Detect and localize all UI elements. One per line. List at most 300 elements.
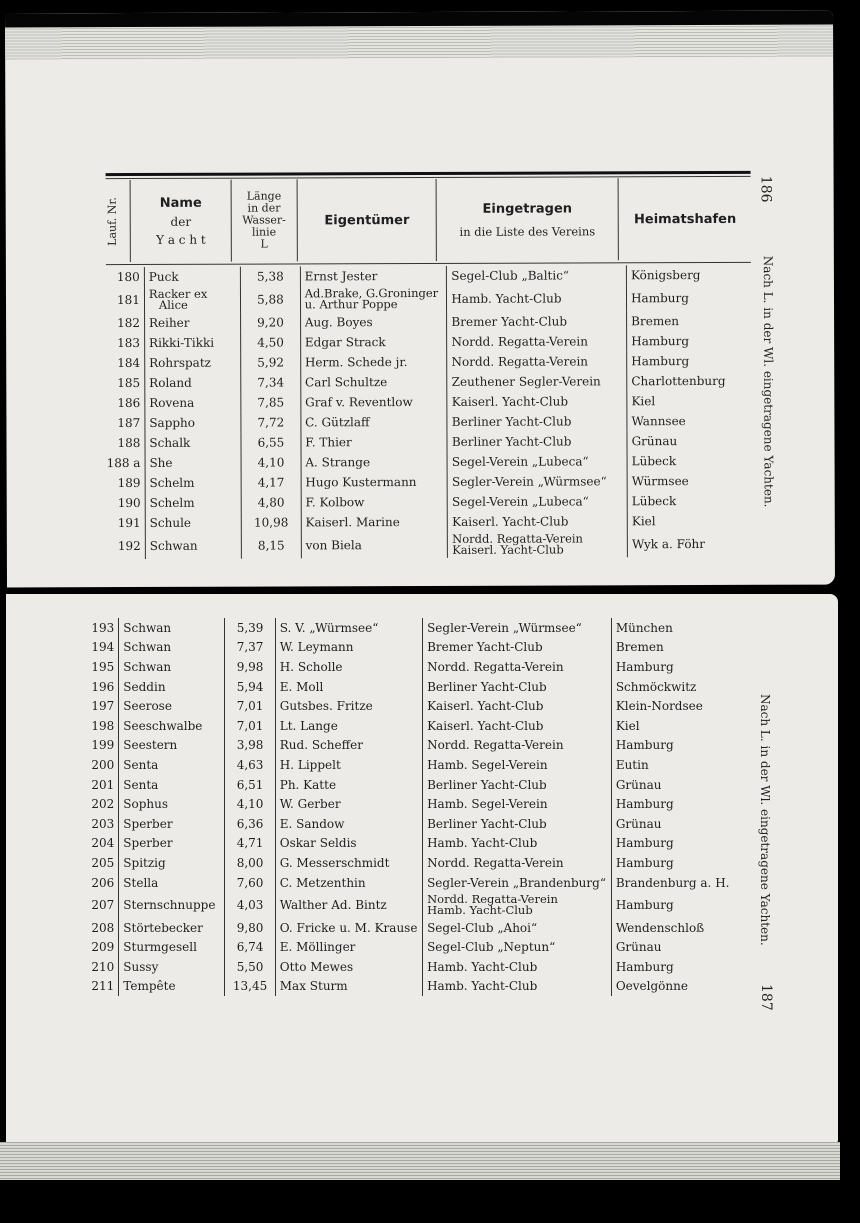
yacht-name-cell bbox=[119, 938, 225, 958]
yacht-name-cell bbox=[145, 373, 241, 393]
yacht-name-cell bbox=[119, 873, 225, 893]
waterline-length-cell bbox=[225, 618, 275, 638]
club: Hamb. Yacht-Club bbox=[451, 291, 562, 306]
owner-cell bbox=[301, 452, 448, 473]
waterline-length: 3,98 bbox=[236, 738, 264, 753]
home-port-cell bbox=[627, 511, 752, 531]
club: Nordd. Regatta-Verein bbox=[451, 334, 588, 349]
club: Berliner Yacht-Club bbox=[427, 816, 547, 831]
waterline-length: 6,55 bbox=[257, 435, 285, 450]
owner: Edgar Strack bbox=[304, 335, 386, 350]
yacht-name: Reiher bbox=[148, 315, 190, 330]
club: Zeuthener Segler-Verein bbox=[451, 374, 601, 389]
yacht-name: Sperber bbox=[123, 816, 173, 831]
owner-cell bbox=[275, 638, 422, 658]
waterline-length-cell bbox=[225, 938, 275, 958]
row-number: 205 bbox=[91, 855, 115, 870]
club: Bremer Yacht-Club bbox=[427, 640, 543, 655]
header-owner-text: Eigentümer bbox=[324, 212, 410, 228]
waterline-length-cell bbox=[225, 775, 275, 795]
yacht-name: Seddin bbox=[123, 679, 166, 694]
waterline-length: 5,94 bbox=[236, 679, 264, 694]
yacht-name-cell bbox=[119, 657, 225, 677]
owner: W. Leymann bbox=[279, 640, 354, 655]
home-port: Hamburg bbox=[615, 836, 674, 851]
header-length bbox=[231, 179, 297, 261]
yacht-name-cell bbox=[119, 696, 225, 716]
row-number: 202 bbox=[91, 797, 115, 812]
row-number: 181 bbox=[116, 292, 140, 308]
home-port: Hamburg bbox=[615, 659, 674, 674]
home-port-cell bbox=[611, 853, 738, 873]
waterline-length-cell bbox=[225, 794, 275, 814]
waterline-length-cell bbox=[225, 696, 275, 716]
waterline-length: 5,39 bbox=[236, 620, 264, 635]
header-length-line2: in der bbox=[247, 201, 281, 215]
page-number: 187 bbox=[758, 984, 774, 1011]
row-number: 193 bbox=[91, 620, 115, 635]
home-port: Hamburg bbox=[631, 354, 690, 369]
row-number-cell bbox=[86, 853, 119, 873]
club-cell bbox=[447, 351, 627, 372]
row-number-cell bbox=[86, 618, 119, 638]
header-name-line2: der bbox=[170, 214, 192, 229]
owner: Ernst Jester bbox=[304, 269, 378, 284]
row-number-cell bbox=[86, 814, 119, 834]
row-number: 187 bbox=[117, 415, 141, 431]
owner-cell bbox=[301, 392, 448, 413]
waterline-length: 4,10 bbox=[236, 797, 264, 812]
waterline-length-cell bbox=[225, 638, 275, 658]
club: Segel-Club „Neptun“ bbox=[427, 940, 556, 955]
row-number: 211 bbox=[91, 979, 115, 994]
owner-cell bbox=[300, 352, 447, 373]
table-row bbox=[86, 638, 738, 658]
owner-cell bbox=[300, 312, 447, 333]
waterline-length: 8,00 bbox=[236, 855, 264, 870]
yacht-name: Rovena bbox=[149, 395, 195, 410]
home-port: Lübeck bbox=[631, 454, 677, 469]
club: Berliner Yacht-Club bbox=[427, 777, 547, 792]
row-number-cell bbox=[86, 638, 119, 658]
owner-cell bbox=[275, 696, 422, 716]
row-number-cell bbox=[102, 313, 144, 333]
club: Hamb. Yacht-Club bbox=[427, 836, 538, 851]
yacht-name: Roland bbox=[149, 375, 192, 390]
home-port: Königsberg bbox=[630, 268, 701, 283]
waterline-length: 9,20 bbox=[257, 315, 284, 330]
row-number-cell bbox=[103, 513, 145, 533]
yacht-name-cell bbox=[119, 775, 225, 795]
home-port-cell bbox=[611, 938, 738, 958]
yacht-name-cell bbox=[119, 977, 225, 997]
row-number-cell bbox=[86, 736, 119, 756]
yacht-name: Störtebecker bbox=[123, 920, 203, 935]
yacht-name-cell bbox=[119, 638, 225, 658]
table-row bbox=[86, 977, 738, 997]
owner-cell bbox=[275, 814, 422, 834]
table-row bbox=[102, 331, 752, 353]
owner: A. Strange bbox=[305, 455, 371, 470]
row-number: 208 bbox=[91, 920, 115, 935]
home-port: Bremen bbox=[615, 640, 664, 655]
club-cell bbox=[423, 638, 612, 658]
waterline-length: 7,72 bbox=[257, 415, 285, 430]
owner: F. Kolbow bbox=[305, 495, 365, 510]
table-row bbox=[86, 814, 738, 834]
owner-cell bbox=[275, 618, 422, 638]
header-home-port bbox=[618, 178, 752, 260]
row-number-cell bbox=[86, 918, 119, 938]
home-port-cell bbox=[611, 696, 738, 716]
club: Segel-Club „Baltic“ bbox=[451, 268, 570, 283]
yacht-name: Schelm bbox=[149, 475, 195, 490]
yacht-name-cell bbox=[145, 413, 241, 433]
waterline-length: 7,37 bbox=[236, 640, 264, 655]
owner-cell bbox=[275, 834, 422, 854]
owner: H. Lippelt bbox=[279, 757, 341, 772]
club: Nordd. Regatta-Verein bbox=[452, 531, 583, 546]
row-number: 210 bbox=[91, 959, 115, 974]
club-cell bbox=[447, 451, 627, 472]
club-cell bbox=[423, 775, 612, 795]
header-name bbox=[131, 180, 232, 262]
waterline-length-cell bbox=[241, 532, 301, 558]
home-port: Wendenschloß bbox=[615, 920, 705, 935]
home-port: Wannsee bbox=[631, 414, 686, 429]
home-port: Hamburg bbox=[631, 291, 689, 306]
club-cell bbox=[423, 873, 612, 893]
header-name-line1: Name bbox=[159, 195, 202, 211]
owner-cell bbox=[300, 372, 447, 393]
header-length-line4: linie bbox=[251, 225, 277, 239]
home-port-cell bbox=[611, 775, 738, 795]
home-port-cell bbox=[611, 977, 738, 997]
owner-cell bbox=[300, 286, 447, 313]
owner: O. Fricke u. M. Krause bbox=[279, 920, 418, 935]
owner: Walther Ad. Bintz bbox=[279, 898, 387, 913]
page-stack-edge bbox=[0, 1142, 840, 1180]
home-port-cell bbox=[627, 331, 752, 351]
waterline-length-cell bbox=[225, 873, 275, 893]
row-number-cell bbox=[102, 373, 144, 393]
row-number: 183 bbox=[117, 335, 141, 351]
table-row bbox=[86, 938, 738, 958]
club-cell bbox=[447, 331, 627, 352]
row-number-cell bbox=[102, 287, 144, 313]
row-number-cell bbox=[102, 393, 144, 413]
waterline-length-cell bbox=[241, 312, 301, 332]
waterline-length: 8,15 bbox=[257, 538, 285, 553]
home-port: Grünau bbox=[615, 816, 662, 831]
yacht-name-cell bbox=[119, 716, 225, 736]
top-table-body bbox=[102, 265, 753, 559]
club-cell bbox=[423, 957, 612, 977]
yacht-name-cell bbox=[145, 493, 241, 513]
header-length-line1: Länge bbox=[246, 189, 282, 203]
home-port: Brandenburg a. H. bbox=[615, 875, 730, 890]
table-row bbox=[86, 873, 738, 893]
waterline-length-cell bbox=[225, 716, 275, 736]
table-row bbox=[102, 431, 752, 453]
home-port-cell bbox=[627, 451, 752, 471]
row-number-cell bbox=[102, 353, 144, 373]
yacht-name-cell bbox=[119, 618, 225, 638]
waterline-length: 6,36 bbox=[236, 816, 264, 831]
yacht-name-cell bbox=[119, 957, 225, 977]
waterline-length: 7,01 bbox=[236, 699, 264, 714]
club: Nordd. Regatta-Verein bbox=[427, 892, 558, 907]
owner: C. Metzenthin bbox=[279, 875, 366, 890]
row-number-cell bbox=[86, 755, 119, 775]
table-row bbox=[102, 351, 752, 373]
waterline-length: 4,50 bbox=[257, 335, 284, 350]
row-number-cell bbox=[86, 873, 119, 893]
yacht-name: Stella bbox=[123, 875, 159, 890]
owner-line2: u. Arthur Poppe bbox=[304, 297, 398, 312]
yacht-name-cell bbox=[119, 755, 225, 775]
home-port: Hamburg bbox=[615, 738, 674, 753]
table-row bbox=[86, 775, 738, 795]
waterline-length-cell bbox=[225, 755, 275, 775]
owner: Oskar Seldis bbox=[279, 836, 357, 851]
owner: Aug. Boyes bbox=[304, 315, 373, 330]
club: Hamb. Yacht-Club bbox=[427, 979, 538, 994]
club-cell bbox=[423, 657, 612, 677]
yacht-name: Sophus bbox=[123, 797, 169, 812]
home-port-cell bbox=[627, 531, 753, 557]
yacht-name: Senta bbox=[123, 757, 159, 772]
yacht-name: Schwan bbox=[123, 659, 172, 674]
table-row bbox=[86, 834, 738, 854]
waterline-length: 9,80 bbox=[236, 920, 264, 935]
yacht-name: Schwan bbox=[149, 538, 198, 553]
home-port-cell bbox=[611, 736, 738, 756]
club-cell bbox=[423, 834, 612, 854]
owner: S. V. „Würmsee“ bbox=[279, 620, 379, 635]
home-port: Eutin bbox=[615, 757, 649, 772]
club-cell bbox=[448, 491, 628, 512]
waterline-length: 7,85 bbox=[257, 395, 285, 410]
row-number: 198 bbox=[91, 718, 115, 733]
row-number: 196 bbox=[91, 679, 115, 694]
waterline-length-cell bbox=[241, 372, 301, 392]
waterline-length-cell bbox=[225, 677, 275, 697]
yacht-name: Sturmgesell bbox=[123, 940, 197, 955]
club: Kaiserl. Yacht-Club bbox=[427, 699, 544, 714]
home-port: Hamburg bbox=[615, 959, 674, 974]
home-port-cell bbox=[627, 371, 752, 391]
owner-cell bbox=[275, 892, 422, 918]
table-row bbox=[86, 755, 738, 775]
owner-cell bbox=[300, 332, 447, 353]
table-row bbox=[86, 918, 738, 938]
row-number-cell bbox=[102, 333, 144, 353]
club: Kaiserl. Yacht-Club bbox=[451, 394, 569, 409]
owner: C. Gützlaff bbox=[305, 415, 370, 430]
club: Berliner Yacht-Club bbox=[451, 414, 572, 429]
table-row bbox=[102, 371, 752, 393]
yacht-name-cell bbox=[145, 353, 241, 373]
yacht-name: She bbox=[149, 455, 173, 470]
row-number-cell bbox=[86, 775, 119, 795]
owner: E. Möllinger bbox=[279, 940, 356, 955]
club-cell bbox=[423, 677, 612, 697]
yacht-name: Sperber bbox=[123, 836, 173, 851]
yacht-name-cell bbox=[119, 794, 225, 814]
home-port: Charlottenburg bbox=[631, 373, 726, 389]
home-port-cell bbox=[627, 411, 752, 431]
owner: Gutsbes. Fritze bbox=[279, 699, 373, 714]
waterline-length-cell bbox=[225, 814, 275, 834]
club: Segel-Club „Ahoi“ bbox=[427, 920, 538, 935]
table-row bbox=[86, 853, 738, 873]
yacht-name-cell bbox=[119, 918, 225, 938]
home-port-cell bbox=[627, 351, 752, 371]
home-port: Hamburg bbox=[615, 898, 674, 913]
waterline-length-cell bbox=[225, 892, 275, 918]
home-port-cell bbox=[611, 873, 738, 893]
home-port-cell bbox=[611, 834, 738, 854]
waterline-length-cell bbox=[225, 977, 275, 997]
owner: Graf v. Reventlow bbox=[305, 395, 413, 410]
yacht-name: Tempête bbox=[123, 979, 176, 994]
club: Segler-Verein „Brandenburg“ bbox=[427, 875, 606, 890]
club: Nordd. Regatta-Verein bbox=[427, 738, 564, 753]
owner-cell bbox=[301, 512, 448, 533]
row-number: 195 bbox=[91, 659, 115, 674]
yacht-name-line2: Alice bbox=[158, 297, 188, 312]
table-row bbox=[86, 957, 738, 977]
row-number-cell bbox=[103, 473, 145, 493]
yacht-name-cell bbox=[144, 313, 240, 333]
home-port-cell bbox=[627, 285, 753, 311]
club-cell bbox=[423, 618, 612, 638]
yacht-name-cell bbox=[145, 433, 241, 453]
running-head: Nach L. in der Wl. eingetragene Yachten. bbox=[758, 694, 772, 946]
row-number: 190 bbox=[117, 495, 141, 511]
table-row bbox=[86, 892, 738, 918]
owner-cell bbox=[275, 957, 422, 977]
yacht-name: Seestern bbox=[123, 738, 178, 753]
waterline-length-cell bbox=[241, 432, 301, 452]
table-row bbox=[103, 531, 753, 559]
waterline-length-cell bbox=[241, 412, 301, 432]
row-number: 203 bbox=[91, 816, 115, 831]
club-cell bbox=[447, 285, 627, 312]
waterline-length-cell bbox=[225, 918, 275, 938]
waterline-length: 7,34 bbox=[257, 375, 285, 390]
owner-cell bbox=[301, 472, 448, 493]
home-port: Klein-Nordsee bbox=[615, 699, 703, 714]
yacht-name: Schwan bbox=[123, 640, 172, 655]
club: Segler-Verein „Würmsee“ bbox=[451, 474, 607, 489]
row-number: 189 bbox=[117, 475, 141, 491]
owner: Hugo Kustermann bbox=[305, 475, 417, 490]
waterline-length: 4,80 bbox=[257, 495, 285, 510]
owner: Rud. Scheffer bbox=[279, 738, 363, 753]
club: Bremer Yacht-Club bbox=[451, 314, 568, 329]
row-number: 204 bbox=[91, 836, 115, 851]
header-name-line3: Y a c h t bbox=[156, 232, 206, 247]
yacht-name-cell bbox=[144, 287, 240, 313]
waterline-length-cell bbox=[225, 657, 275, 677]
yacht-name: Schelm bbox=[149, 495, 195, 510]
table-row bbox=[102, 265, 752, 287]
table-row bbox=[102, 285, 752, 313]
home-port: Schmöckwitz bbox=[615, 679, 697, 694]
waterline-length-cell bbox=[241, 392, 301, 412]
owner: Max Sturm bbox=[279, 979, 348, 994]
header-home-port-text: Heimatshafen bbox=[633, 211, 737, 227]
yacht-name-cell bbox=[119, 892, 225, 918]
home-port-cell bbox=[611, 677, 738, 697]
owner: F. Thier bbox=[305, 435, 352, 450]
owner-cell bbox=[275, 736, 422, 756]
waterline-length: 7,60 bbox=[236, 875, 264, 890]
table-row bbox=[103, 511, 753, 533]
owner: E. Sandow bbox=[279, 816, 345, 831]
home-port: Hamburg bbox=[615, 855, 674, 870]
row-number-cell bbox=[103, 533, 145, 559]
home-port-cell bbox=[611, 716, 738, 736]
row-number: 188 a bbox=[106, 455, 141, 471]
row-number: 192 bbox=[117, 538, 141, 554]
yacht-name: Puck bbox=[148, 269, 179, 284]
yacht-name: Rohrspatz bbox=[149, 355, 211, 370]
row-number: 207 bbox=[91, 898, 115, 913]
table-row bbox=[102, 311, 752, 333]
owner: G. Messerschmidt bbox=[279, 855, 390, 870]
owner-cell bbox=[275, 794, 422, 814]
owner-cell bbox=[300, 266, 447, 287]
home-port: Würmsee bbox=[631, 474, 689, 489]
club-cell bbox=[423, 977, 612, 997]
club: Hamb. Segel-Verein bbox=[427, 797, 548, 812]
home-port-cell bbox=[627, 471, 752, 491]
yacht-name-cell bbox=[144, 267, 240, 287]
home-port: Wyk a. Föhr bbox=[631, 537, 706, 552]
home-port-cell bbox=[611, 918, 738, 938]
club-cell bbox=[423, 736, 612, 756]
owner: Kaiserl. Marine bbox=[305, 515, 400, 530]
owner-cell bbox=[275, 716, 422, 736]
row-number: 209 bbox=[91, 940, 115, 955]
yacht-name-cell bbox=[144, 333, 240, 353]
row-number: 182 bbox=[117, 315, 140, 331]
owner-cell bbox=[275, 775, 422, 795]
waterline-length: 5,92 bbox=[257, 355, 285, 370]
row-number-cell bbox=[86, 977, 119, 997]
home-port-cell bbox=[611, 755, 738, 775]
yacht-name: Seeschwalbe bbox=[123, 718, 203, 733]
row-number-cell bbox=[86, 716, 119, 736]
yacht-name-cell bbox=[119, 677, 225, 697]
club: Segel-Verein „Lubeca“ bbox=[452, 494, 589, 509]
home-port-cell bbox=[611, 892, 738, 918]
club-cell bbox=[423, 892, 612, 918]
bottom-page bbox=[6, 594, 838, 1146]
waterline-length: 13,45 bbox=[232, 979, 268, 994]
waterline-length-cell bbox=[241, 352, 301, 372]
club: Kaiserl. Yacht-Club bbox=[452, 514, 569, 529]
waterline-length: 4,71 bbox=[236, 836, 264, 851]
row-number-cell bbox=[102, 413, 144, 433]
yacht-name: Sternschnuppe bbox=[123, 898, 216, 913]
yacht-name-cell bbox=[145, 393, 241, 413]
waterline-length: 4,17 bbox=[257, 475, 285, 490]
owner-cell bbox=[301, 432, 448, 453]
